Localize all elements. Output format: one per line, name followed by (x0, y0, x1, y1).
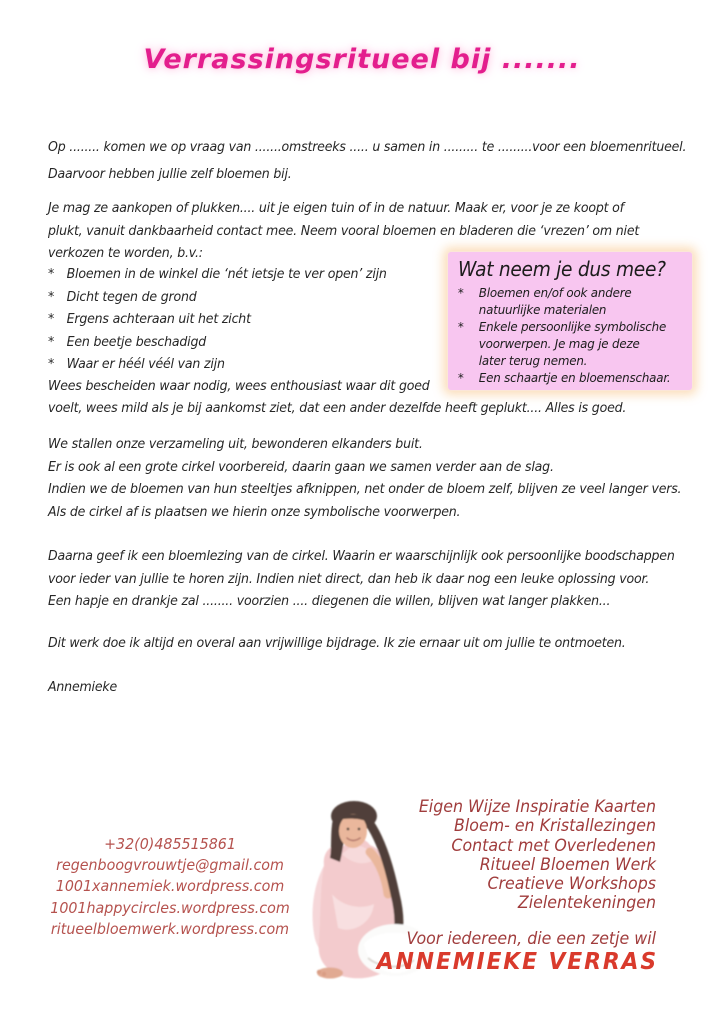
paragraph-line: Op ........ komen we op vraag van .......omstreeks ..... u samen in ......... te .........voor een bloemenritueel. (48, 139, 687, 155)
page-title: Verrassingsritueel bij ....... (143, 44, 581, 75)
list-item (456, 284, 673, 318)
bullet-marker: * (457, 319, 464, 334)
paragraph-reading (48, 545, 722, 613)
paragraph-line: voor ieder van jullie te horen zijn. Indien niet direct, dan heb ik daar nog een leuke oplossing voor. (48, 570, 650, 587)
list-item-text: Enkele persoonlijke symbolische voorwerpen. Je mag je deze later terug nemen. (478, 319, 667, 368)
service-item: Ritueel Bloemen Werk (479, 854, 656, 875)
list-item (48, 308, 387, 331)
list-item-text: Dicht tegen de grond (66, 288, 197, 305)
signature (48, 676, 122, 699)
email-address: regenboogvrouwtje@gmail.com (56, 856, 284, 875)
paragraph-circle (48, 433, 724, 523)
callout-heading: Wat neem je dus mee? (458, 257, 666, 281)
paragraph-line: plukt, vanuit dankbaarheid contact mee. Neem vooral bloemen en bladeren die ‘vrezen’ om niet (48, 222, 640, 239)
bullet-marker: * (48, 266, 55, 282)
paragraph-line: Daarvoor hebben jullie zelf bloemen bij. (48, 166, 292, 182)
service-item: Zielentekeningen (517, 893, 656, 914)
list-item-text: Waar er héél véél van zijn (66, 356, 225, 372)
list-item (456, 369, 673, 386)
paragraph-line: We stallen onze verzameling uit, bewonderen elkanders buit. (48, 436, 423, 452)
paragraph-contribution (48, 632, 669, 655)
website-url: 1001happycircles.wordpress.com (50, 898, 290, 917)
phone-number: +32(0)485515861 (104, 835, 236, 853)
paragraph-line: Indien we de bloemen van hun steeltjes afknippen, net onder de bloem zelf, blijven ze veel langer vers. (48, 481, 682, 497)
list-item-text: Een schaartje en bloemenschaar. (478, 370, 671, 385)
bullet-marker: * (457, 370, 464, 385)
bullet-marker: * (457, 285, 464, 300)
service-item: Contact met Overledenen (451, 835, 656, 856)
signature-name: Annemieke (48, 679, 117, 695)
service-item: Eigen Wijze Inspiratie Kaarten (418, 797, 656, 817)
annemieke-verras-name: ANNEMIEKE VERRAS (376, 949, 658, 975)
paragraph-line: Je mag ze aankopen of plukken.... uit je eigen tuin of in de natuur. Maak er, voor je ze koopt of (48, 200, 624, 216)
service-item: Bloem- en Kristallezingen (454, 816, 656, 837)
list-item (48, 353, 387, 376)
contact-info (35, 834, 305, 940)
list-item (48, 263, 387, 286)
paragraph-line: Een hapje en drankje zal ........ voorzien .... diegenen die willen, blijven wat langer plakken... (48, 593, 611, 609)
tagline: Voor iedereen, die een zetje wil (406, 929, 656, 949)
flower-suggestions-list (48, 263, 412, 376)
bullet-marker: * (48, 288, 55, 305)
list-item-text: Ergens achteraan uit het zicht (66, 311, 251, 327)
paragraph-line: Wees bescheiden waar nodig, wees enthousiast waar dit goed (48, 378, 430, 394)
list-item (456, 318, 673, 369)
paragraph-line: Als de cirkel af is plaatsen we hierin onze symbolische voorwerpen. (48, 503, 461, 520)
paragraph-line: voelt, wees mild als je bij aankomst ziet, dat een ander dezelfde heeft geplukt.... Alles is goed. (48, 399, 627, 416)
paragraph-meeting (48, 134, 724, 188)
bullet-marker: * (48, 311, 55, 327)
paragraph-line: Er is ook al een grote cirkel voorbereid, daarin gaan we samen verder aan de slag. (48, 458, 554, 475)
list-item (48, 286, 387, 309)
list-item-text: Bloemen en/of ook andere natuurlijke materialen (478, 285, 632, 317)
list-item-text: Bloemen in de winkel die ‘nét ietsje te ver open’ zijn (66, 266, 387, 282)
paragraph-line: Dit werk doe ik altijd en overal aan vrijwillige bijdrage. Ik zie ernaar uit om jullie te ontmoeten. (48, 635, 626, 651)
website-url: 1001xannemiek.wordpress.com (55, 877, 285, 896)
supplies-callout-box (448, 252, 692, 390)
website-url: ritueelbloemwerk.wordpress.com (50, 919, 290, 938)
list-item (48, 331, 387, 354)
services-list (356, 798, 656, 914)
paragraph-line: Daarna geef ik een bloemlezing van de cirkel. Waarin er waarschijnlijk ook persoonlijke boodschappen (48, 548, 675, 564)
bullet-marker: * (48, 356, 55, 372)
bullet-marker: * (48, 333, 55, 350)
service-item: Creatieve Workshops (487, 874, 656, 895)
paragraph-line: verkozen te worden, b.v.: (48, 245, 203, 261)
list-item-text: Een beetje beschadigd (66, 333, 207, 350)
